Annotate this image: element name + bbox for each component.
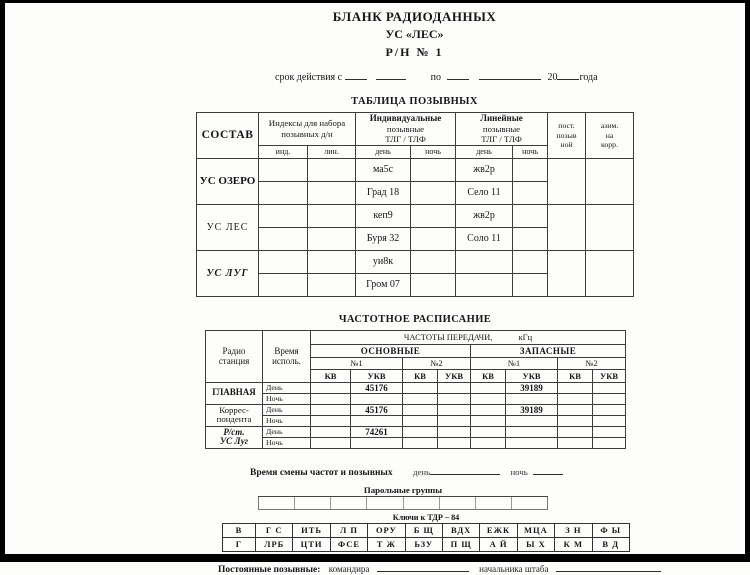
col-header-linear: [456, 113, 548, 146]
col-header-individual: [356, 113, 456, 146]
freq-cell: [593, 437, 626, 448]
password-group-cell: [259, 497, 295, 509]
col-header-individual-line1: Индивидуальные: [369, 113, 442, 123]
callsign-cell: [456, 273, 513, 296]
freq-cell: [403, 404, 438, 415]
tdr-key-cell: ВДХ: [442, 523, 479, 537]
freq-cell: [311, 393, 351, 404]
freq-cell: [593, 426, 626, 437]
freq-cell: [558, 404, 593, 415]
tdr-key-cell: В: [223, 523, 256, 537]
subheader-ind: инд.: [259, 145, 308, 158]
col-header-individual-line3: ТЛГ / ТЛФ: [385, 134, 426, 145]
callsign-cell: [308, 227, 356, 250]
ukv-header: УКВ: [351, 369, 403, 382]
callsign-table: [196, 112, 634, 297]
callsign-cell: [411, 204, 456, 227]
form-number: Р/Н № 1: [385, 45, 444, 59]
freq-cell: [506, 415, 558, 426]
validity-label: срок действия с: [275, 72, 343, 83]
callsign-cell: [411, 250, 456, 273]
validity-year-word: года: [579, 72, 598, 83]
col-header-station-line1: Радио: [222, 345, 246, 356]
night-label: Ночь: [263, 437, 311, 448]
freq-cell: 45176: [351, 382, 403, 393]
freq-cell: [471, 393, 506, 404]
password-group-cell: [367, 497, 403, 509]
password-group-cell: [512, 497, 547, 509]
col-header-station: [206, 330, 263, 382]
callsign-cell: Соло 11: [456, 227, 513, 250]
freq-station-korrespondenta: [206, 404, 263, 426]
table-row: [206, 382, 626, 393]
table-row: [206, 426, 626, 437]
main-n2-header: №2: [403, 357, 471, 369]
frequency-unit-label: кГц: [518, 332, 533, 343]
freq-cell: [506, 426, 558, 437]
commander-label: командира: [328, 563, 370, 574]
tdr-key-cell: ОРУ: [368, 523, 405, 537]
transmit-frequencies-label: ЧАСТОТЫ ПЕРЕДАЧИ,: [403, 332, 493, 343]
freq-cell: [311, 382, 351, 393]
callsign-cell: [513, 181, 548, 204]
tdr-key-cell: Б Щ: [405, 523, 442, 537]
tdr-key-cell: П Щ: [442, 537, 479, 551]
subheader-ind-night: ночь: [411, 145, 456, 158]
password-groups-row: [258, 497, 548, 510]
col-header-permanent-line3: ной: [560, 140, 573, 150]
callsign-cell: [513, 227, 548, 250]
tdr-key-cell: Ы Х: [517, 537, 554, 551]
frequency-table: [205, 330, 626, 449]
callsign-cell: [308, 250, 356, 273]
station-name-ozero: УС ОЗЕРО: [197, 158, 259, 204]
table-row: [197, 250, 634, 273]
freq-cell: [438, 404, 471, 415]
validity-century: 20: [547, 72, 558, 83]
callsign-cell: [259, 227, 308, 250]
freq-cell: [593, 382, 626, 393]
form-header: [196, 0, 633, 60]
freq-cell: [311, 426, 351, 437]
kv-header: КВ: [403, 369, 438, 382]
col-header-azimuth: [586, 113, 634, 159]
change-time-day-label: день: [412, 466, 431, 477]
validity-blank-to-day: [447, 69, 469, 80]
callsign-cell: [259, 250, 308, 273]
validity-blank-from-day: [345, 69, 367, 80]
callsign-cell: Гром 07: [356, 273, 411, 296]
tdr-key-cell: Г С: [256, 523, 293, 537]
password-group-cell: [476, 497, 512, 509]
col-header-permanent-line1: пост.: [558, 120, 575, 130]
tdr-key-cell: ФСЕ: [330, 537, 367, 551]
freq-cell: [471, 404, 506, 415]
night-label: Ночь: [263, 393, 311, 404]
callsign-cell: [586, 204, 634, 250]
callsign-cell: [513, 158, 548, 181]
freq-cell: [558, 415, 593, 426]
freq-cell: [403, 393, 438, 404]
commander-blank: [377, 561, 469, 572]
tdr-keys-table: [222, 523, 630, 552]
station-name-les: УС ЛЕС: [197, 204, 259, 250]
table-row: [206, 393, 626, 404]
tdr-key-cell: В Д: [592, 537, 629, 551]
freq-cell: 45176: [351, 404, 403, 415]
night-label: Ночь: [263, 415, 311, 426]
freq-cell: [471, 382, 506, 393]
callsign-cell: [548, 158, 586, 204]
col-header-permanent: [548, 113, 586, 159]
callsign-cell: ма5с: [356, 158, 411, 181]
col-header-sostav: СОСТАВ: [197, 113, 259, 159]
callsign-cell: Буря 32: [356, 227, 411, 250]
main-n1-header: №1: [311, 357, 403, 369]
change-time-label: Время смены частот и позывных: [250, 467, 393, 478]
table-row: [206, 404, 626, 415]
password-groups-title: Парольные группы: [258, 485, 548, 497]
freq-station-rst-line1: Р/ст.: [223, 426, 245, 437]
table-row: [223, 523, 630, 537]
tdr-key-cell: К М: [555, 537, 592, 551]
callsign-cell: [308, 181, 356, 204]
form-subtitle: УС «ЛЕС»: [385, 27, 444, 41]
freq-station-rst-line2: УС Луг: [219, 436, 249, 447]
subheader-lin: лин.: [308, 145, 356, 158]
freq-station-rst-us-lug: [206, 426, 263, 448]
col-header-azimuth-line3: корр.: [600, 140, 619, 150]
callsign-cell: кеп9: [356, 204, 411, 227]
freq-cell: [506, 393, 558, 404]
freq-cell: [351, 393, 403, 404]
password-groups-section: [258, 485, 548, 510]
permanent-callsigns-label: Постоянные позывные:: [218, 564, 321, 575]
password-group-cell: [440, 497, 476, 509]
freq-cell: [403, 415, 438, 426]
freq-cell: [593, 393, 626, 404]
ukv-header: УКВ: [593, 369, 626, 382]
col-header-linear-line3: ТЛГ / ТЛФ: [481, 134, 522, 145]
ukv-header: УКВ: [506, 369, 558, 382]
col-header-linear-line1: Линейные: [480, 113, 523, 123]
tdr-key-cell: ЕЖК: [480, 523, 517, 537]
reserve-n1-header: №1: [471, 357, 558, 369]
freq-cell: [351, 437, 403, 448]
form-title: БЛАНК РАДИОДАННЫХ: [332, 9, 497, 24]
group-main-header: ОСНОВНЫЕ: [311, 344, 471, 357]
freq-cell: [558, 437, 593, 448]
kv-header: КВ: [311, 369, 351, 382]
freq-cell: [438, 415, 471, 426]
col-header-station-line2: станция: [218, 356, 250, 367]
tdr-key-cell: ЦТИ: [293, 537, 330, 551]
callsign-cell: [259, 181, 308, 204]
tdr-keys-section: [222, 513, 630, 552]
subheader-ind-day: день: [356, 145, 411, 158]
frequency-section: [205, 314, 625, 449]
col-header-indexes-line2: позывных д/н: [281, 128, 333, 139]
tdr-key-cell: ЬЗУ: [405, 537, 442, 551]
table-row: [197, 204, 634, 227]
validity-line: [275, 69, 750, 83]
freq-station-korrespondenta-line2: пондента: [216, 414, 252, 425]
col-header-individual-line2: позывные: [386, 123, 425, 134]
freq-cell: [506, 437, 558, 448]
callsign-section-title: ТАБЛИЦА ПОЗЫВНЫХ: [351, 96, 478, 107]
freq-cell: [593, 415, 626, 426]
col-header-linear-line2: позывные: [482, 123, 521, 134]
tdr-key-cell: З Н: [555, 523, 592, 537]
subheader-lin-day: день: [456, 145, 513, 158]
callsign-cell: жв2р: [456, 204, 513, 227]
validity-blank-to-month: [479, 69, 541, 80]
callsign-cell: [513, 250, 548, 273]
validity-blank-from-month: [376, 69, 406, 80]
tdr-key-cell: Т Ж: [368, 537, 405, 551]
col-header-indexes-line1: Индексы для набора: [268, 118, 346, 129]
callsign-cell: [411, 227, 456, 250]
tdr-key-cell: Ф Ы: [592, 523, 629, 537]
group-reserve-header: ЗАПАСНЫЕ: [471, 344, 626, 357]
freq-cell: [311, 437, 351, 448]
col-header-time-line2: исполь.: [272, 356, 301, 367]
callsign-cell: [259, 204, 308, 227]
freq-station-glavnaya: ГЛАВНАЯ: [206, 382, 263, 404]
frequency-section-title: ЧАСТОТНОЕ РАСПИСАНИЕ: [338, 313, 492, 325]
transmit-frequencies-header: [311, 330, 626, 344]
table-row: [206, 437, 626, 448]
freq-cell: [438, 437, 471, 448]
freq-cell: [351, 415, 403, 426]
col-header-time-line1: Время: [274, 345, 299, 356]
station-name-lug: УС ЛУГ: [197, 250, 259, 296]
ukv-header: УКВ: [438, 369, 471, 382]
freq-cell: [438, 382, 471, 393]
col-header-time: [263, 330, 311, 382]
freq-cell: [311, 415, 351, 426]
callsign-cell: [308, 273, 356, 296]
tdr-keys-title: Ключи к ТДР – 84: [392, 512, 460, 522]
subheader-lin-night: ночь: [513, 145, 548, 158]
col-header-indexes: [259, 113, 356, 146]
col-header-permanent-line2: позыв: [556, 130, 577, 140]
freq-cell: [438, 393, 471, 404]
freq-cell: 39189: [506, 382, 558, 393]
callsign-cell: [548, 204, 586, 250]
callsign-cell: [308, 204, 356, 227]
password-group-cell: [331, 497, 367, 509]
callsign-cell: жв2р: [456, 158, 513, 181]
freq-cell: [403, 382, 438, 393]
col-header-azimuth-line1: азим.: [600, 120, 619, 130]
callsign-cell: [513, 204, 548, 227]
tdr-key-cell: ИТЬ: [293, 523, 330, 537]
freq-cell: [403, 426, 438, 437]
freq-cell: [558, 393, 593, 404]
freq-cell: [593, 404, 626, 415]
validity-blank-year: [557, 69, 579, 80]
table-row: [197, 158, 634, 181]
callsign-cell: [411, 181, 456, 204]
callsign-cell: [586, 158, 634, 204]
callsign-cell: [259, 158, 308, 181]
validity-po-label: по: [430, 72, 441, 83]
chief-of-staff-label: начальника штаба: [479, 563, 549, 574]
freq-cell: [558, 382, 593, 393]
col-header-azimuth-line2: на: [605, 130, 614, 140]
freq-cell: [471, 426, 506, 437]
freq-cell: [438, 426, 471, 437]
day-label: День: [263, 404, 311, 415]
callsign-section: [196, 96, 633, 297]
password-group-cell: [295, 497, 331, 509]
day-label: День: [263, 382, 311, 393]
table-row: [223, 537, 630, 551]
freq-cell: [558, 426, 593, 437]
freq-cell: 74261: [351, 426, 403, 437]
change-time-line: [250, 464, 750, 478]
tdr-key-cell: Г: [223, 537, 256, 551]
freq-cell: [471, 415, 506, 426]
callsign-cell: [308, 158, 356, 181]
change-time-night-label: ночь: [510, 466, 528, 477]
kv-header: КВ: [471, 369, 506, 382]
freq-cell: [311, 404, 351, 415]
callsign-cell: [456, 250, 513, 273]
permanent-callsigns-line: [218, 561, 750, 575]
tdr-key-cell: ЛРБ: [256, 537, 293, 551]
chief-of-staff-blank: [556, 561, 661, 572]
callsign-cell: [411, 273, 456, 296]
callsign-cell: уи8к: [356, 250, 411, 273]
freq-cell: [471, 437, 506, 448]
change-time-night-blank: [533, 464, 563, 475]
tdr-key-cell: МЦА: [517, 523, 554, 537]
callsign-cell: [586, 250, 634, 296]
callsign-cell: [411, 158, 456, 181]
kv-header: КВ: [558, 369, 593, 382]
day-label: День: [263, 426, 311, 437]
freq-station-korrespondenta-line1: Коррес-: [219, 404, 249, 415]
reserve-n2-header: №2: [558, 357, 626, 369]
callsign-cell: [259, 273, 308, 296]
table-row: [206, 415, 626, 426]
tdr-key-cell: А Й: [480, 537, 517, 551]
tdr-key-cell: Л П: [330, 523, 367, 537]
change-time-day-blank: [430, 464, 500, 475]
freq-cell: [403, 437, 438, 448]
callsign-cell: [548, 250, 586, 296]
callsign-cell: [513, 273, 548, 296]
password-group-cell: [404, 497, 440, 509]
freq-cell: 39189: [506, 404, 558, 415]
callsign-cell: Село 11: [456, 181, 513, 204]
callsign-cell: Град 18: [356, 181, 411, 204]
